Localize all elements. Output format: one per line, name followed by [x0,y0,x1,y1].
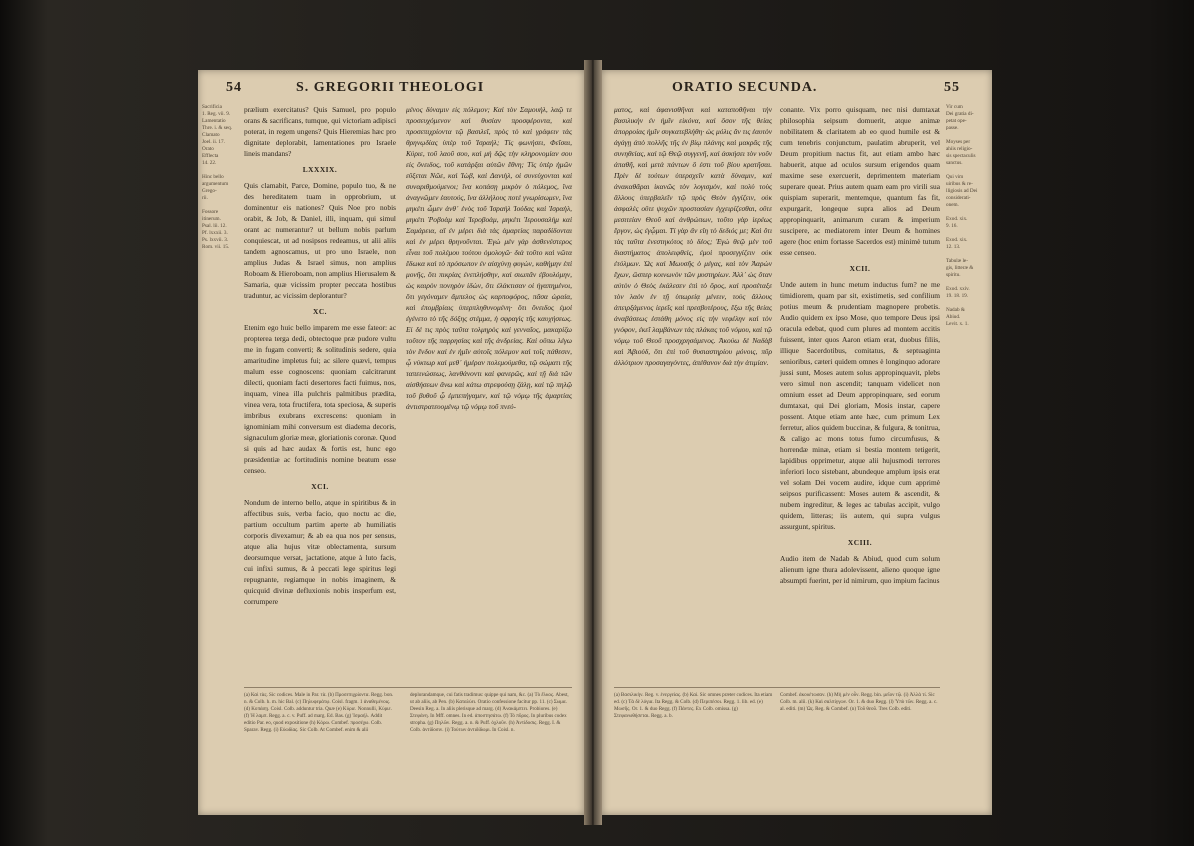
section-number: XCIII. [847,538,873,547]
right-running-title: ORATIO SECUNDA. [672,80,818,95]
left-latin-column [244,104,396,607]
book-gutter [584,60,602,825]
right-paragraph: Unde autem in hunc metum inductus fum? ne me timidiorem, quam par sit, existimetis, sed confilium potius meum & prudentiam magnopere probetis. Audio quidem ex ipso Mose, quo tempore Deus ipsi oracula edebat, quod cum plures ad montem accitis fuissent, inter quos Aaron etiam erat, duobus filiis, illique Sacerdotibus, comitatus, & septuaginta senioribus, cæteri quidem omnes è longinquo adorare jussi sunt, Moses autem solus appropinquavit, plebs vero simul non ascendit; tanquam videlicet non omnium esset ad Deum appropinquare, sed eorum dumtaxat, qui Dei gloriam, Mosis instar, capere possent. Atque etiam ante hæc, cum primum Lex ferretur, alios quidem buccinæ, & fulgura, & tonitrua, & caligo ac mons totus fumo circumfusus, & horrendæ minæ, etiam si bestia montem tetigerit, lapidibus opprimetur, atque alii hujusmodi terrores inferiori loco sistebant, abundeque amplum ipsis erat vel solam Dei vocem audire, idque cum apprimè seipsos purificassent: Moses autem & ascendit, & nubem ingreditur, & leges ac tabulas accipit, vulgo quidem, litteras; iis autem, qui supra vulgus assurgunt, spiritus. [780,280,940,531]
right-footnote-rule [614,687,940,688]
right-latin-column [780,104,940,586]
section-number: XC. [312,307,328,316]
left-margin-notes: Sacrificia 1. Reg. vii. 9. Lamentatio Thre. i. & seq. Clamato Joel. ii. 17. Orato Efflecta 14. 22. Hinc bello argumentum Grego- rii. Fossore itinerum. Psal. lii. 12. Pf. lxxxii. 3. Ps. lxxvii. 3. Rom. vii. 15. [202,104,232,250]
right-footnotes-left: (a) Βασιλικὴν. Reg. v. ἐνεργείας. (b) Καὶ. Sic omnes præter codices. Ita etiam ed. (c) Τὰ δὲ λόγια. Ita Regg. & Colb. (d) Περιπέσοι. Regg. 1. lib. ed. (e) Μωσῆς. Or. 1. & duo Regg. (f) Πάντες. Ex Colb. omissa. (g) Στεφανωθήσεται. Regg. a. b. [614,692,773,719]
right-footnotes-right: Combef. ἀκουέτωσαν. (h) Μὴ μὲν οὖν. Regg. bin. μεῖον τῷ. (i) Ἀλλὰ τί. Sic Colb. m. alii. (k) Καὶ σαλπίγγων. Or. 1. & duo Regg. (l) Ὑπὸ τῶν. Regg. a. c. al. editi. (m) Ὡς. Reg. & Combef. (n) Τοῦ θεοῦ. Tres Colb. editi. [780,692,938,712]
right-page-number: 55 [944,80,960,95]
right-margin-notes: Vir cum Dei gratia di- petat ope- passe. Moyses per ahiis religio- sis spectaculis sanctus. Qui vim uiribus & re- lligiosis ad Dei considerati- onem. Exod. xix. 9. 16. Exod. xix. 12. 13. Tabulæ le- gis, litteræ & spiritu. Exod. xxiv. 19. 18. 19. Nadab & Abiud. Levit. x. 1. [946,104,978,327]
left-paragraph: Nondum de interno bello, atque in spiritibus & in affectibus suis, verba facio, quo noctu ac die, partium occultum partim aperte ab humiliatis corporis divexamur; & ab ea qua nos per sensus, atque alia hujus vitæ oblectamenta, sursum deorsumque versat, jactatione, atque à luto facis, cui infixi sumus, & à peccati lege spiritus legi repugnante, regiamque in nobis imaginem, & quicquid divinæ defluxionis nobis insperfum est, corrumpere [244,498,396,606]
left-footnotes-right: deplorandamque, cui fatis tradimus: quippe qui nam, &c. (a) Τὸ ἕλκος. Abest, ut ab aliis, ab Pen. (b) Καταλύει. Oratio confessione facitur pp. 11. (c) Σωμα. Deesin Reg. a. In aliis plerisque ad marg. (d) Ἀνακάμπτει. Probiores. (e) Στεφάνη. In Mff. omnes. In ed. ἀποστησάτω. (f) Τό πῦρος. In pluribus codex stropha. (g) Πηλῶν. Regg. a. n. & Puff. ὀχλοῦν. (h) Ἀντίδοσις. Regg. I. & Colb. ἀντίδοσιν. (i) Τούτων ἀντιδίδωμι. In Coisl. n. [410,692,569,733]
left-page [198,70,584,815]
left-page-number: 54 [226,80,242,95]
section-number: XCI. [311,482,329,491]
left-footnotes-left: (a) Καὶ τὰς. Sic codices. Male in Par. τὰ. (b) Προσεπιχρίοντα. Regg. bon. n. & Colb. h. m. hic Bal. (c) Πηλυφεράτῳ. Coisl. fragm. 1 ἀναθεμένοις. (d) Κοπάσῃ. Coisl. Colb. adduntur tria. Quæ (e) Κύριε. Nonnulli, Κύριε. (f) Ἡ λαμπ. Regg. a. c. v. Puff. ad marg. Ed. Bas. (g) Ἰσραήλ. Addit editio Par. eo, quod expositione (h) Κόρω. Combef. προσέχω. Colb. Sparav. Regg. (i) Εὐωδίας. Sic Colb. At Combef. enim & alii [244,692,394,733]
left-footnote-rule [244,687,572,688]
right-page [602,70,992,815]
left-paragraph: prælium exercitatus? Quis Samuel, pro populo orans & sacrificans, tumque, qui victoriam adipisci poterat, in regem ungens? Quis Hieremias hæc pro dignitate deplorabit, lamentationes pro Israele lineis mandans? [244,105,396,158]
section-number: XCII. [849,264,871,273]
left-running-title: S. GREGORII THEOLOGI [296,80,485,95]
right-paragraph: Audio item de Nadab & Abiud, quod cum solum alienum igne thura adolevissent, alieno quoque igne absumpti fuerint, per id nimirum, quo impium facinus [780,554,940,585]
section-number: LXXXIX. [302,165,338,174]
right-greek-column: ματος, καὶ ἀφανισθῆναι καὶ καταποθῆναι τὴν βασιλικὴν ἐν ἡμῖν εἰκόνα, καὶ ὅσον τῆς θείας ἀπορροίας ἡμῖν συγκατεβλήθη· ὡς μόλις ἄν τις ἑαυτὸν ἀγάγῃ ἀπὸ πολλῆς τῆς ἐν βίῳ πλάνης καὶ μακρᾶς τῆς συνηθείας, καὶ τῷ Θεῷ συγγενῆ, καὶ ἀσκήσει τὸν νοῦν ἀπαθῆ, καὶ μετὰ πάντων ὃ ἐστι τοῦ βίου κρατῆσαι. Πρὶν δὲ τούτων ὑπερσχεῖν κατὰ δύναμιν, καὶ ἀνακαθᾶραι ἱκανῶς τὸν λογισμὸν, καὶ πολὺ τοὺς ἄλλους ὑπερβαλεῖν τῷ πρὸς Θεὸν ἐγγίζειν, οὐκ ἀσφαλὲς οὔτε ψυχῶν προστασίαν ἐγχειρίζεσθαι, οὔτε μεσιτείαν Θεοῦ καὶ ἀνθρώπων, τοῦτο γὰρ ἱερέως ἔργον, ὡς ἐγᾦμαι. Τί γὰρ ἂν εἴη τὸ δεδιός με; Καὶ ὅτι τὰς ταῦτα ἐνεστηκότος τὸ δέος; Ἐγὼ θεῷ μὲν τοῦ διαστήματος ἀπολειφθεὶς, ἐμοὶ προσεγγίζειν οὐκ ἐτόλμων. Ὡς καὶ Μωυσῆς ὁ μέγας, καὶ τὸν Ἀαρὼν ἔχων, ὥσπερ κοινωνὸν τῶν μυστηρίων. Ἀλλ᾽ ὡς ὅταν αὐτὸν ὁ Θεὸς ἐκάλεσεν ἐπὶ τὸ ὄρος, καὶ προσέταξε τὸν λαὸν ἐν τῇ ὑπωρείᾳ μένειν, τοὺς ἄλλους ἀπειρξάμενος ἱερεῖς καὶ πρεσβυτέρους, ἔξω τῆς θείας ἀναβάσεως ἐστάθη μόνος εἰς τὴν νεφέλην καὶ τὸν γνόφον, ἐκεῖ λαμβάνων τὰς πλάκας τοῦ νόμου, καὶ τῷ νόμῳ τοῦ Θεοῦ προσχρησάμενος. Ἀκούω δὲ Ναδὰβ καὶ Ἀβιούδ, ὅτι ἐπὶ τοῦ θυσιαστηρίου μόνοις, πῦρ ἀλλότριον προσαγαγόντες, ἀπέθανον διὰ τὴν ἀτιμίαν. [614,105,772,367]
left-paragraph: Etenim ego huic bello imparem me esse fateor: ac propterea terga dedi, obtectoque præ pudore vultu me in fugam converti; & solitudinis sedere, quia amaritudine impletus fui; ac silere quævi, tempus malum esse cognoscens: quoniam calcitrarunt dilecti, quoniam facti desertores facti fuimus, nos, inquam, vinea illa pulchris palmitibus prædita, vinea vera, tota fructifera, tota speciosa, & superis imbribus exubrans excrescens: quoniam in ignominiam mihi conversum est diadema decoris, signaculum gloriæ meæ, gloriationis coronæ. Quod si quis ad hæc audax & fortis est, hunc ego præsidentiæ ac fortitudinis nomine beatum esse censeo. [244,323,396,475]
right-paragraph: conante. Vix porro quisquam, nec nisi dumtaxat philosophia seipsum domuerit, atque animæ nobilitatem & claritatem ab eo quod humile est & cum tenebris conjunctum, paulatim abruperit, vel Deum propitium nactus fit, aut etiam ambo hæc habuerit, atque ad oculos sursum erigendos quam maxime sese exercuerit, deprimentem materiam superare queat. Prius autem quam eam pro virili sua quispiam superarit, mentemque, quantum fas fit, expurgarit, longeque supra alios ad Deum appropinquarit, animarum curam & imperium suscipere, ac mediatorem inter Deum & homines agere (hoc enim fortasse Sacerdos est) minimè tutum esse censeo. [780,105,940,257]
left-paragraph: Quis clamabit, Parce, Domine, populo tuo, & ne des hereditatem tuam in opprobrium, ut dominentur eis nationes? Quis Noe pro nobis orabit, & Job, & Daniel, illi, inquam, qui simul orant ac numerantur? ut bellum nobis parlum conquiescat, ut ad nosipsos redeamus, ut alii aliis tandem agnoscamus, ut pro uno Israele, non amplius Judas & Israel simus, non amplius Roboam & Hieroboam, non amplius Hierusalem & Samaria, quæ vicissim propter peccata hostibus traduntur, ac vicissim deplorantur? [244,181,396,300]
left-greek-column: μένος δύναμιν εἰς πόλεμον; Καὶ τὸν Σαμουὴλ, λαῷ τε προσευχόμενον καὶ θυσίαν προσφέροντα, καὶ προσεπιχρίοντα τῷ βασιλεῖ, πρὸς τὸ καὶ γράφειν τὰς θρηνῳδίας ὑπὲρ τοῦ Ἰσραήλ; Τίς φωνήσει, Φεῖσαι, Κύριε, τοῦ λαοῦ σου, καὶ μὴ δῷς τὴν κληρονομίαν σου εἰς ὄνειδος, τοῦ κατάρξαι αὐτῶν ἔθνη; Τίς ὑπὲρ ἡμῶν εὔξεται Νῶε, καὶ Ἰὼβ, καὶ Δανιὴλ, οἱ συνεύχονται καὶ συναριθμούμενοι; ἵνα κοπάσῃ μικρὸν ὁ πόλεμος, ἵνα ἀναγνῶμεν ἑαυτούς, ἵνα ἀλλήλους ποτὲ γνωρίσωμεν, ἵνα μηκέτι ὦμεν ἀνθ᾽ ἑνὸς τοῦ Ἰσραὴλ Ἰούδας καὶ Ἰσραὴλ, μηκέτι Ῥοβοὰμ καὶ Ἱεροβοὰμ, μηκέτι Ἱερουσαλὴμ καὶ Σαμάρεια, αἳ ἐν μέρει διὰ τὰς ἁμαρτίας παραδίδονται καὶ ἐν μέρει θρηνοῦνται. Ἐγὼ μὲν γὰρ ἀσθενέστερος εἶναι τοῦ πολέμου τούτου ὁμολογῶ· διὰ τοῦτο καὶ νῶτα ἔδωκα καὶ τὸ πρόσωπον ἐν αἰσχύνῃ φυγὼν, καθήμην ἐπὶ μονῆς, ὅτι πικρίας ἐνεπλήσθην, καὶ σιωπᾶν ἐβουλόμην, ὡς καιρὸν πονηρὸν ἰδὼν, ὅτι ἐλάκτισαν οἱ ἠγαπημένοι, ὅτι γεγόναμεν ἄμπελος ὡς καρποφόρος, πᾶσα ὡραία, καὶ ἐπομβρίαις ὑπερπληθυνομένη· ὅτι ὄνειδος ἐμοὶ ἐγένετο τὸ τῆς δόξης στέμμα, ἡ σφραγὶς τῆς καυχήσεως. Εἰ δέ τις πρὸς ταῦτα τολμηρὸς καὶ γενναῖος, μακαρίζω τοῦτον τῆς παρρησίας καὶ τῆς ἀνδρείας. Καὶ οὔπω λέγω τὸν ἔνδον καὶ ἐν ἡμῖν αὐτοῖς πόλεμον καὶ τοῖς πάθεσιν, ᾧ νύκτωρ καὶ μεθ᾽ ἡμέραν πολεμούμεθα, τῷ σώματι τῆς ταπεινώσεως, λανθάνοντι καὶ φανερῶς, καὶ τῇ διὰ τῶν αἰσθήσεων ἄνω καὶ κάτω στρεφούσῃ ζάλῃ, καὶ τῷ πηλῷ τοῦ βυθοῦ ᾧ ἐμπεπήγαμεν, καὶ τῷ νόμῳ τῆς ἁμαρτίας ἀντιστρατευομένῳ τῷ νόμῳ τοῦ πνεύ- [406,105,572,411]
